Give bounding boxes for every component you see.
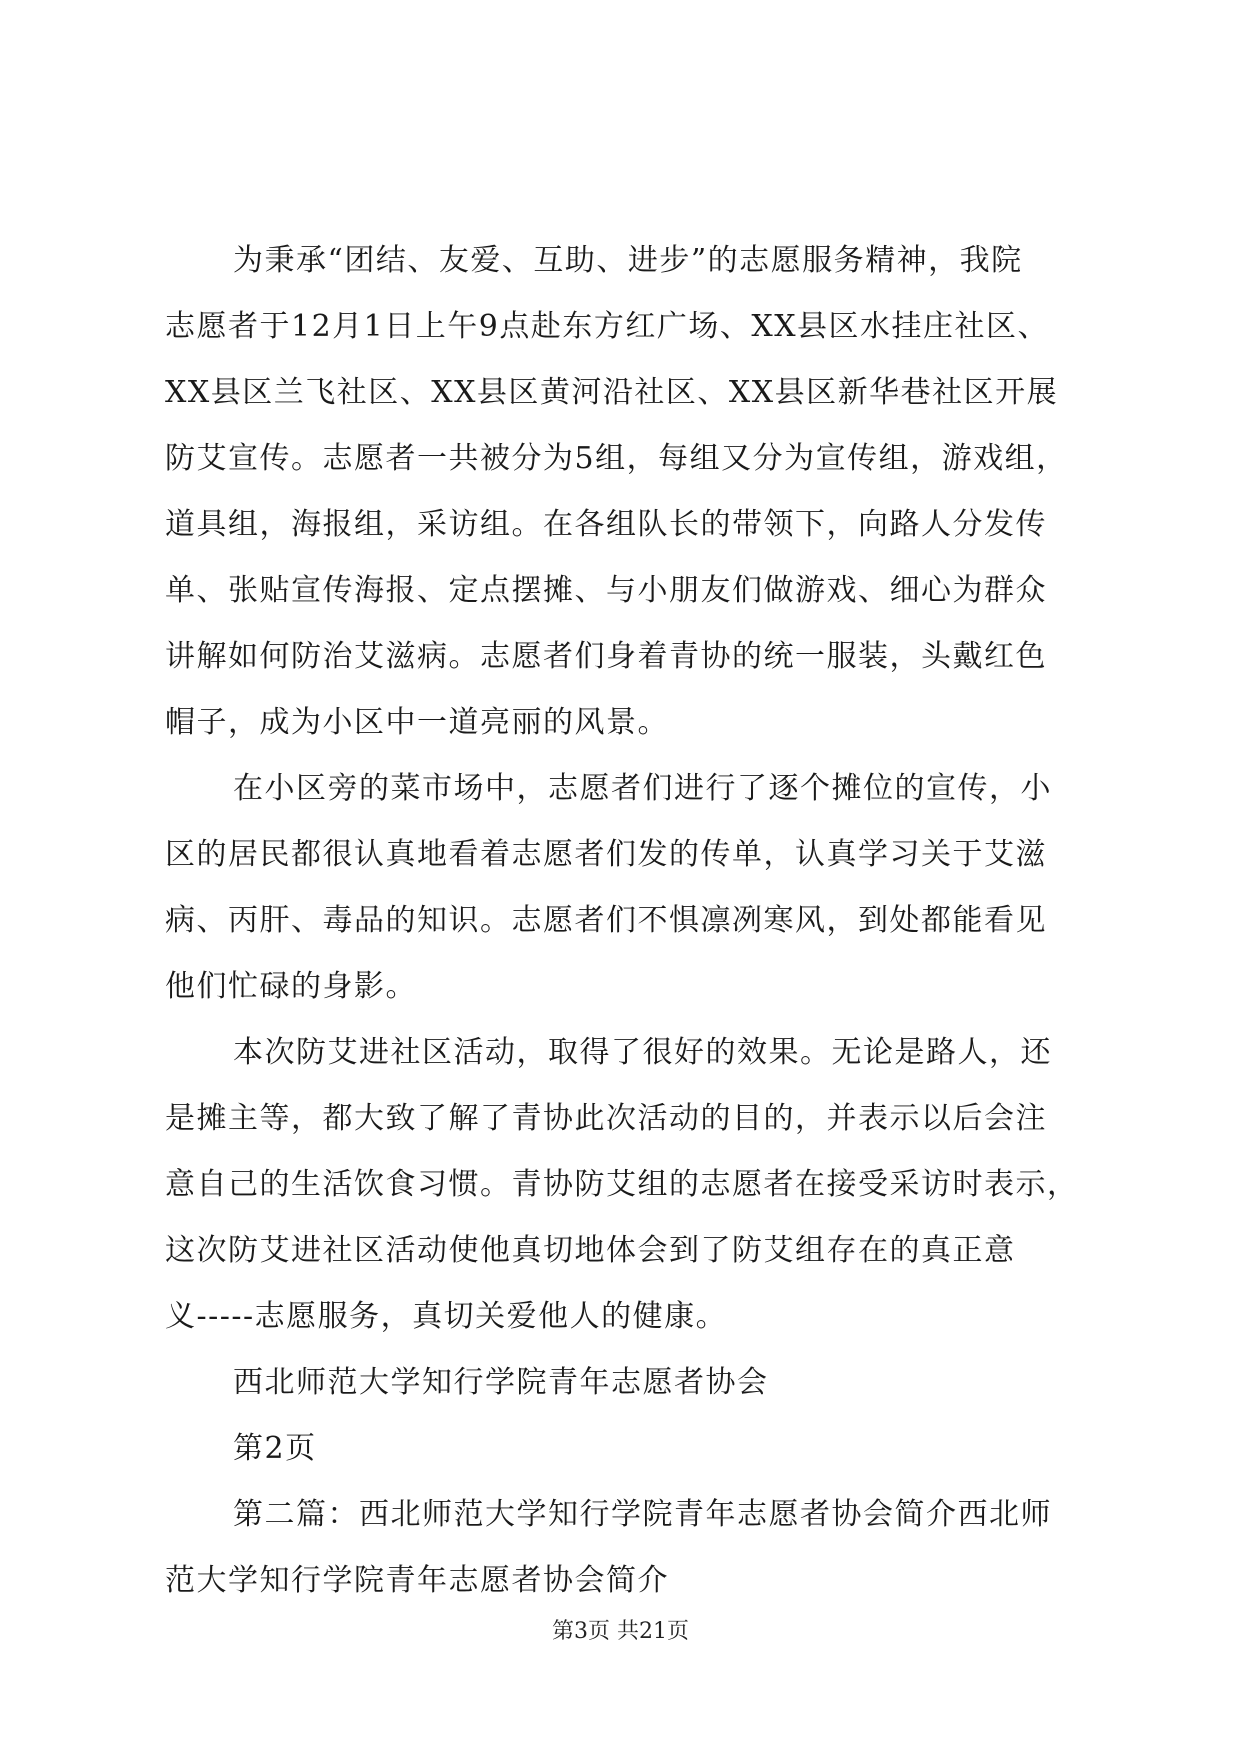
text-line: 本次防艾进社区活动，取得了很好的效果。无论是路人，还 <box>233 1035 1052 1070</box>
text-line: 志愿者于12月1日上午9点赴东方红广场、XX县区水挂庄社区、 <box>165 309 1050 344</box>
text-line: 在小区旁的菜市场中，志愿者们进行了逐个摊位的宣传，小 <box>233 771 1052 806</box>
text-line: 他们忙碌的身影。 <box>165 969 417 1004</box>
document-body <box>165 228 1085 1614</box>
text-line: 这次防艾进社区活动使他真切地体会到了防艾组存在的真正意 <box>165 1233 1016 1268</box>
text-line: 讲解如何防治艾滋病。志愿者们身着青协的统一服装，头戴红色 <box>165 639 1047 674</box>
text-line: 义-----志愿服务，真切关爱他人的健康。 <box>165 1299 728 1334</box>
text-line: 帽子，成为小区中一道亮丽的风景。 <box>165 705 669 740</box>
text-line: 意自己的生活饮食习惯。青协防艾组的志愿者在接受采访时表示， <box>165 1167 1079 1202</box>
text-line: XX县区兰飞社区、XX县区黄河沿社区、XX县区新华巷社区开展 <box>165 375 1059 410</box>
text-line: 防艾宣传。志愿者一共被分为5组，每组又分为宣传组，游戏组， <box>165 441 1068 476</box>
text-line: 病、丙肝、毒品的知识。志愿者们不惧凛冽寒风，到处都能看见 <box>165 903 1047 938</box>
section-heading: 第二篇：西北师范大学知行学院青年志愿者协会简介西北师 <box>233 1497 1052 1532</box>
section-heading-continued: 范大学知行学院青年志愿者协会简介 <box>165 1563 669 1598</box>
organization-signature: 西北师范大学知行学院青年志愿者协会 <box>233 1365 769 1400</box>
text-line: 为秉承“团结、友爱、互助、进步”的志愿服务精神，我院 <box>233 243 1023 278</box>
text-line: 是摊主等，都大致了解了青协此次活动的目的，并表示以后会注 <box>165 1101 1047 1136</box>
text-line: 区的居民都很认真地看着志愿者们发的传单，认真学习关于艾滋 <box>165 837 1047 872</box>
text-line: 单、张贴宣传海报、定点摆摊、与小朋友们做游戏、细心为群众 <box>165 573 1047 608</box>
text-line: 道具组，海报组，采访组。在各组队长的带领下，向路人分发传 <box>165 507 1047 542</box>
inline-page-number: 第2页 <box>233 1431 317 1466</box>
page-footer: 第3页 共21页 <box>552 1619 689 1644</box>
